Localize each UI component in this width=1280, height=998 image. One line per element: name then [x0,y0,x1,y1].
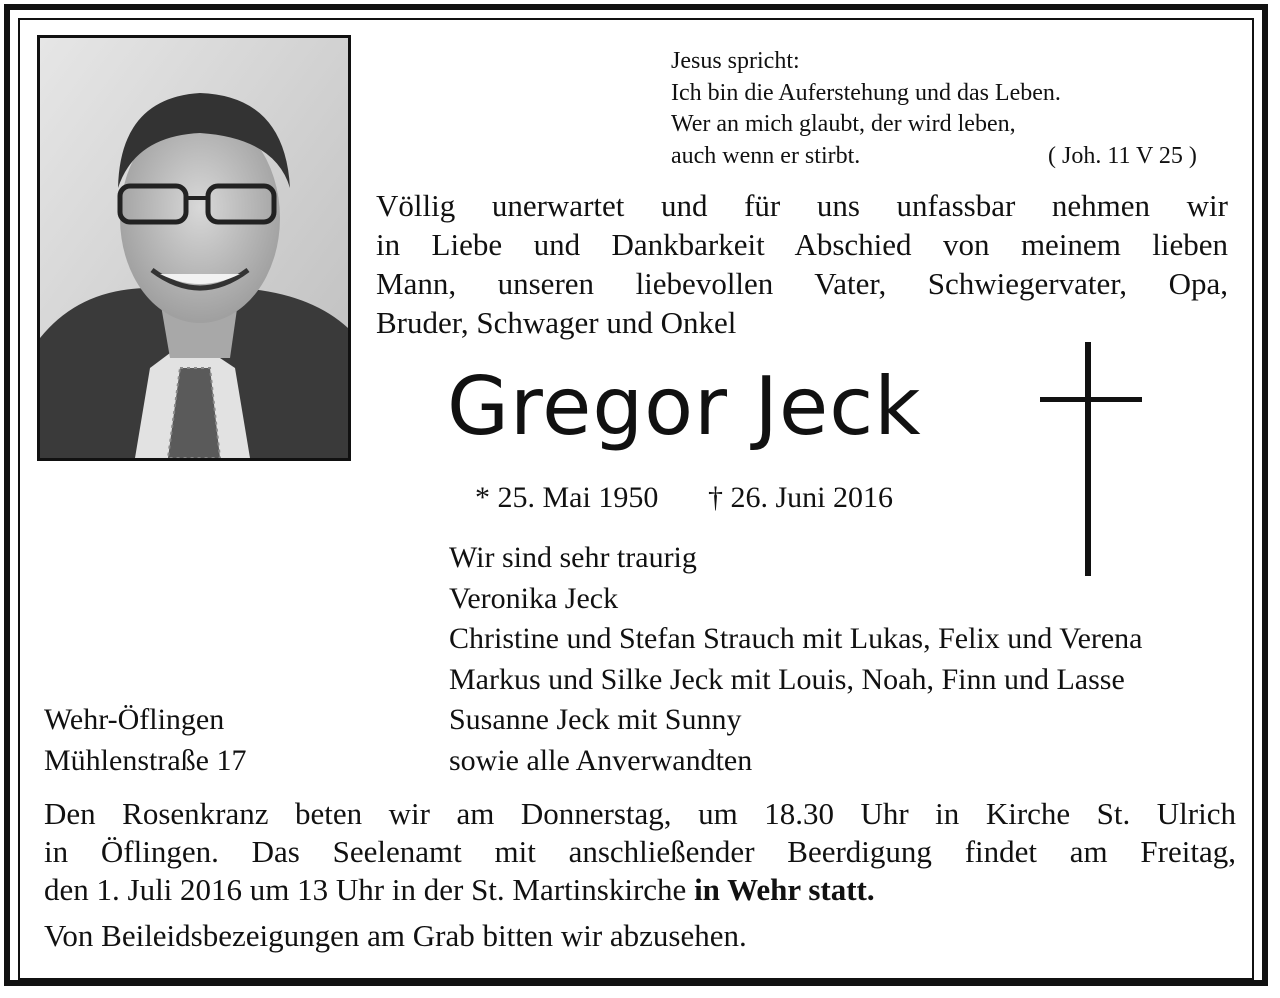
details-line: Den Rosenkranz beten wir am Donnerstag, um 18.30 Uhr in Kirche St. Ulrich [44,796,1236,831]
birth-date: * 25. Mai 1950 [475,481,659,514]
signer-line: Veronika Jeck [449,581,619,615]
intro-line: Mann, unseren liebevollen Vater, Schwiegervater, Opa, [376,266,1228,301]
funeral-details [44,795,1236,909]
closing-note: Von Beileidsbezeigungen am Grab bitten wir abzusehen. [44,918,747,953]
signer-line: Christine und Stefan Strauch mit Lukas, Felix und Verena [449,622,1143,655]
signer-line: Markus und Silke Jeck mit Louis, Noah, Finn und Lasse [449,662,1125,696]
verse-line: Ich bin die Auferstehung und das Leben. [671,79,1061,106]
intro-line: Völlig unerwartet und für uns unfassbar nehmen wir [376,188,1228,223]
address-street: Mühlenstraße 17 [44,743,247,777]
address-city: Wehr-Öflingen [44,703,225,736]
address [44,700,246,781]
verse-line: Wer an mich glaubt, der wird leben, [671,111,1016,137]
intro-line: Bruder, Schwager und Onkel [376,305,737,340]
bible-verse [671,46,1231,172]
death-date: † 26. Juni 2016 [708,481,894,514]
details-location-bold: in Wehr statt. [694,872,875,907]
intro-line: in Liebe und Dankbarkeit Abschied von meinem lieben [376,227,1228,262]
portrait-photo [37,35,351,461]
details-line: in Öflingen. Das Seelenamt mit anschließender Beerdigung findet am Freitag, [44,834,1236,869]
signer-line: Wir sind sehr traurig [449,541,697,574]
intro-text [376,186,1228,342]
verse-reference: ( Joh. 11 V 25 ) [1048,142,1197,169]
verse-line: Jesus spricht: [671,48,800,74]
signers-list [449,538,1143,781]
signer-line: Susanne Jeck mit Sunny [449,703,742,736]
verse-line: auch wenn er stirbt. [671,142,861,169]
details-line: den 1. Juli 2016 um 13 Uhr in der St. Martinskirche [44,872,695,907]
signer-line: sowie alle Anverwandten [449,743,753,777]
deceased-name: Gregor Jeck [447,360,922,453]
details-line-3 [44,871,1236,909]
